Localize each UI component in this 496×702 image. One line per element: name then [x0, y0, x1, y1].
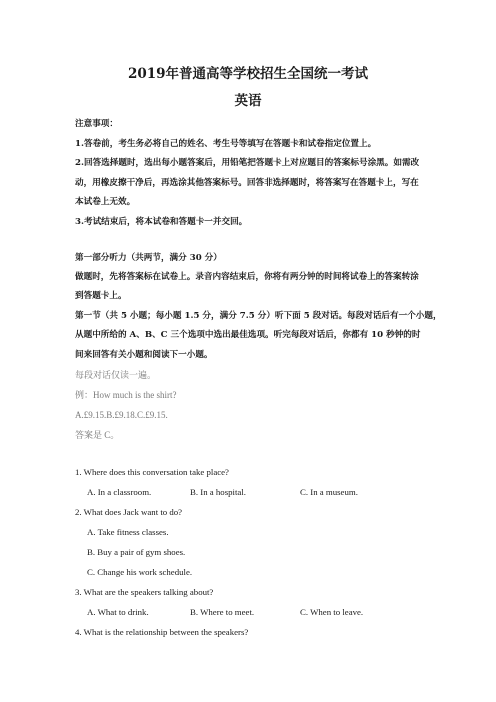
- question-3-option-a: A. What to drink.: [87, 607, 149, 617]
- note-item-1: 1.答卷前，考生务必将自己的姓名、考生号等填写在答题卡和试卷指定位置上。: [75, 139, 377, 149]
- notes-heading: 注意事项：: [75, 119, 118, 129]
- question-1-stem: 1. Where does this conversation take place?: [75, 467, 229, 477]
- note-item-3: 3.考试结束后，将本试卷和答题卡一并交回。: [75, 217, 248, 227]
- part1-intro-line-1: 做题时，先将答案标在试卷上。录音内容结束后，你将有两分钟的时间将试卷上的答案转涂: [75, 272, 419, 282]
- question-2-option-b: B. Buy a pair of gym shoes.: [87, 547, 186, 557]
- question-2-option-a: A. Take fitness classes.: [87, 527, 169, 537]
- question-1-option-a: A. In a classroom.: [87, 487, 152, 497]
- question-2-stem: 2. What does Jack want to do?: [75, 507, 183, 517]
- example-answer: 答案是 C。: [75, 430, 120, 440]
- section1-line-2: 从题中所给的 A、B、C 三个选项中选出最佳选项。听完每段对话后，你都有 10 秒钟的时: [75, 330, 421, 340]
- question-3-option-b: B. Where to meet.: [190, 607, 255, 617]
- question-3-option-c: C. When to leave.: [300, 607, 364, 617]
- exam-title: 2019年普通高等学校招生全国统一考试: [127, 66, 369, 82]
- question-2-option-c: C. Change his work schedule.: [87, 567, 193, 577]
- note-item-2-line-2: 动，用橡皮擦干净后，再选涂其他答案标号。回答非选择题时，将答案写在答题卡上，写在: [75, 178, 419, 188]
- question-3-stem: 3. What are the speakers talking about?: [75, 587, 214, 597]
- read-once-note: 每段对话仅读一遍。: [75, 370, 157, 380]
- note-item-2-line-1: 2.回答选择题时，选出每小题答案后，用铅笔把答题卡上对应题目的答案标号涂黑。如需改: [75, 158, 420, 168]
- part1-intro-line-2: 到答题卡上。: [75, 291, 127, 301]
- note-item-2-line-3: 本试卷上无效。: [75, 197, 136, 207]
- part1-heading: 第一部分听力（共两节，满分 30 分）: [75, 253, 222, 263]
- section1-line-1: 第一节（共 5 小题；每小题 1.5 分，满分 7.5 分）听下面 5 段对话。每段对话后有一个小题，: [75, 311, 442, 321]
- question-1-option-c: C. In a museum.: [300, 487, 358, 497]
- section1-line-3: 间来回答有关小题和阅读下一小题。: [75, 350, 213, 360]
- example-options: A.£9.15.B.£9.18.C.£9.15.: [75, 410, 168, 420]
- question-1-option-b: B. In a hospital.: [190, 487, 246, 497]
- example-question: 例：How much is the shirt?: [75, 390, 177, 400]
- exam-subject: 英语: [234, 93, 262, 109]
- question-4-stem: 4. What is the relationship between the speakers?: [75, 627, 249, 637]
